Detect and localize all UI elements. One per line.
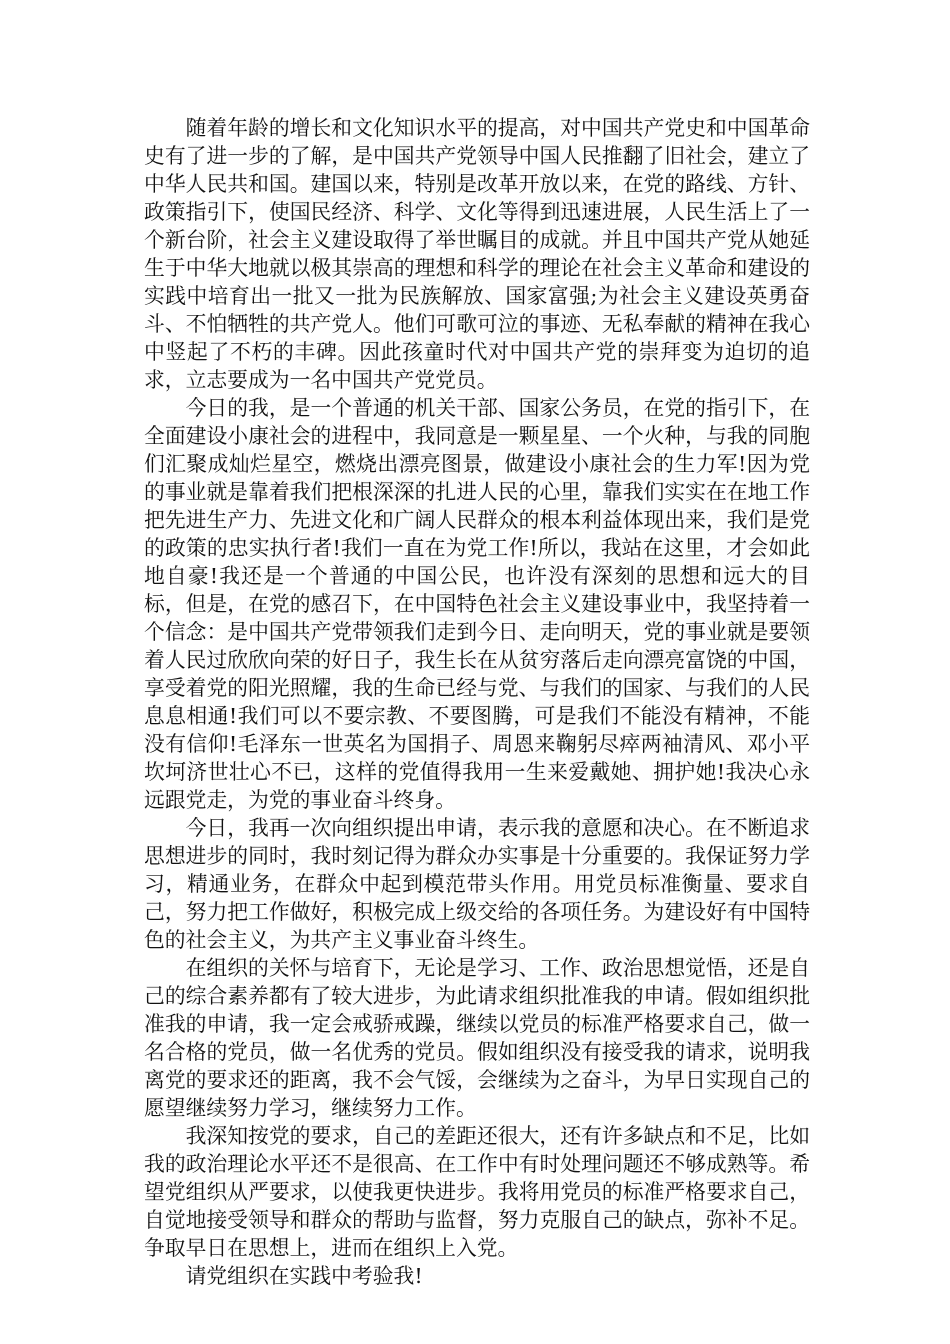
paragraph-4: 在组织的关怀与培育下，无论是学习、工作、政治思想觉悟，还是自己的综合素养都有了较大进步，为此请求组织批准我的申请。假如组织批准我的申请，我一定会戒骄戒躁，继续以党员的标准严格要求自己，做一名合格的党员，做一名优秀的党员。假如组织没有接受我的请求，说明我离党的要求还的距离，我不会气馁，会继续为之奋斗，为早日实现自己的愿望继续努力学习，继续努力工作。 bbox=[144, 956, 810, 1120]
paragraph-1: 随着年龄的增长和文化知识水平的提高，对中国共产党史和中国革命史有了进一步的了解，是中国共产党领导中国人民推翻了旧社会，建立了中华人民共和国。建国以来，特别是改革开放以来，在党的路线、方针、政策指引下，使国民经济、科学、文化等得到迅速进展，人民生活上了一个新台阶，社会主义建设取得了举世瞩目的成就。并且中国共产党从她延生于中华大地就以极其崇高的理想和科学的理论在社会主义革命和建设的实践中培育出一批又一批为民族解放、国家富强;为社会主义建设英勇奋斗、不怕牺牲的共产党人。他们可歌可泣的事迹、无私奉献的精神在我心中竖起了不朽的丰碑。因此孩童时代对中国共产党的崇拜变为迫切的追求，立志要成为一名中国共产党党员。 bbox=[144, 116, 810, 392]
paragraph-6: 请党组织在实践中考验我! bbox=[185, 1264, 423, 1288]
paragraph-2: 今日的我，是一个普通的机关干部、国家公务员，在党的指引下，在全面建设小康社会的进程中，我同意是一颗星星、一个火种，与我的同胞们汇聚成灿烂星空，燃烧出漂亮图景，做建设小康社会的生力军!因为党的事业就是靠着我们把根深深的扎进人民的心里，靠我们实实在在地工作把先进生产力、先进文化和广阔人民群众的根本利益体现出来，我们是党的政策的忠实执行者!我们一直在为党工作!所以，我站在这里，才会如此地自豪!我还是一个普通的中国公民，也许没有深刻的思想和远大的目标，但是，在党的感召下，在中国特色社会主义建设事业中，我坚持着一个信念：是中国共产党带领我们走到今日、走向明天，党的事业就是要领着人民过欣欣向荣的好日子，我生长在从贫穷落后走向漂亮富饶的中国，享受着党的阳光照耀，我的生命已经与党、与我们的国家、与我们的人民息息相通!我们可以不要宗教、不要图腾，可是我们不能没有精神，不能没有信仰!毛泽东一世英名为国捐子、周恩来鞠躬尽瘁两袖清风、邓小平坎坷济世壮心不已，这样的党值得我用一生来爱戴她、拥护她!我决心永远跟党走，为党的事业奋斗终身。 bbox=[144, 396, 810, 812]
paragraph-5: 我深知按党的要求，自己的差距还很大，还有许多缺点和不足，比如我的政治理论水平还不是很高、在工作中有时处理问题还不够成熟等。希望党组织从严要求，以使我更快进步。我将用党员的标准严格要求自己，自觉地接受领导和群众的帮助与监督，努力克服自己的缺点，弥补不足。争取早日在思想上，进而在组织上入党。 bbox=[144, 1124, 810, 1260]
paragraph-3: 今日，我再一次向组织提出申请，表示我的意愿和决心。在不断追求思想进步的同时，我时刻记得为群众办实事是十分重要的。我保证努力学习，精通业务，在群众中起到模范带头作用。用党员标准衡量、要求自己，努力把工作做好，积极完成上级交给的各项任务。为建设好有中国特色的社会主义，为共产主义事业奋斗终生。 bbox=[144, 816, 810, 952]
document-body bbox=[144, 114, 810, 1290]
